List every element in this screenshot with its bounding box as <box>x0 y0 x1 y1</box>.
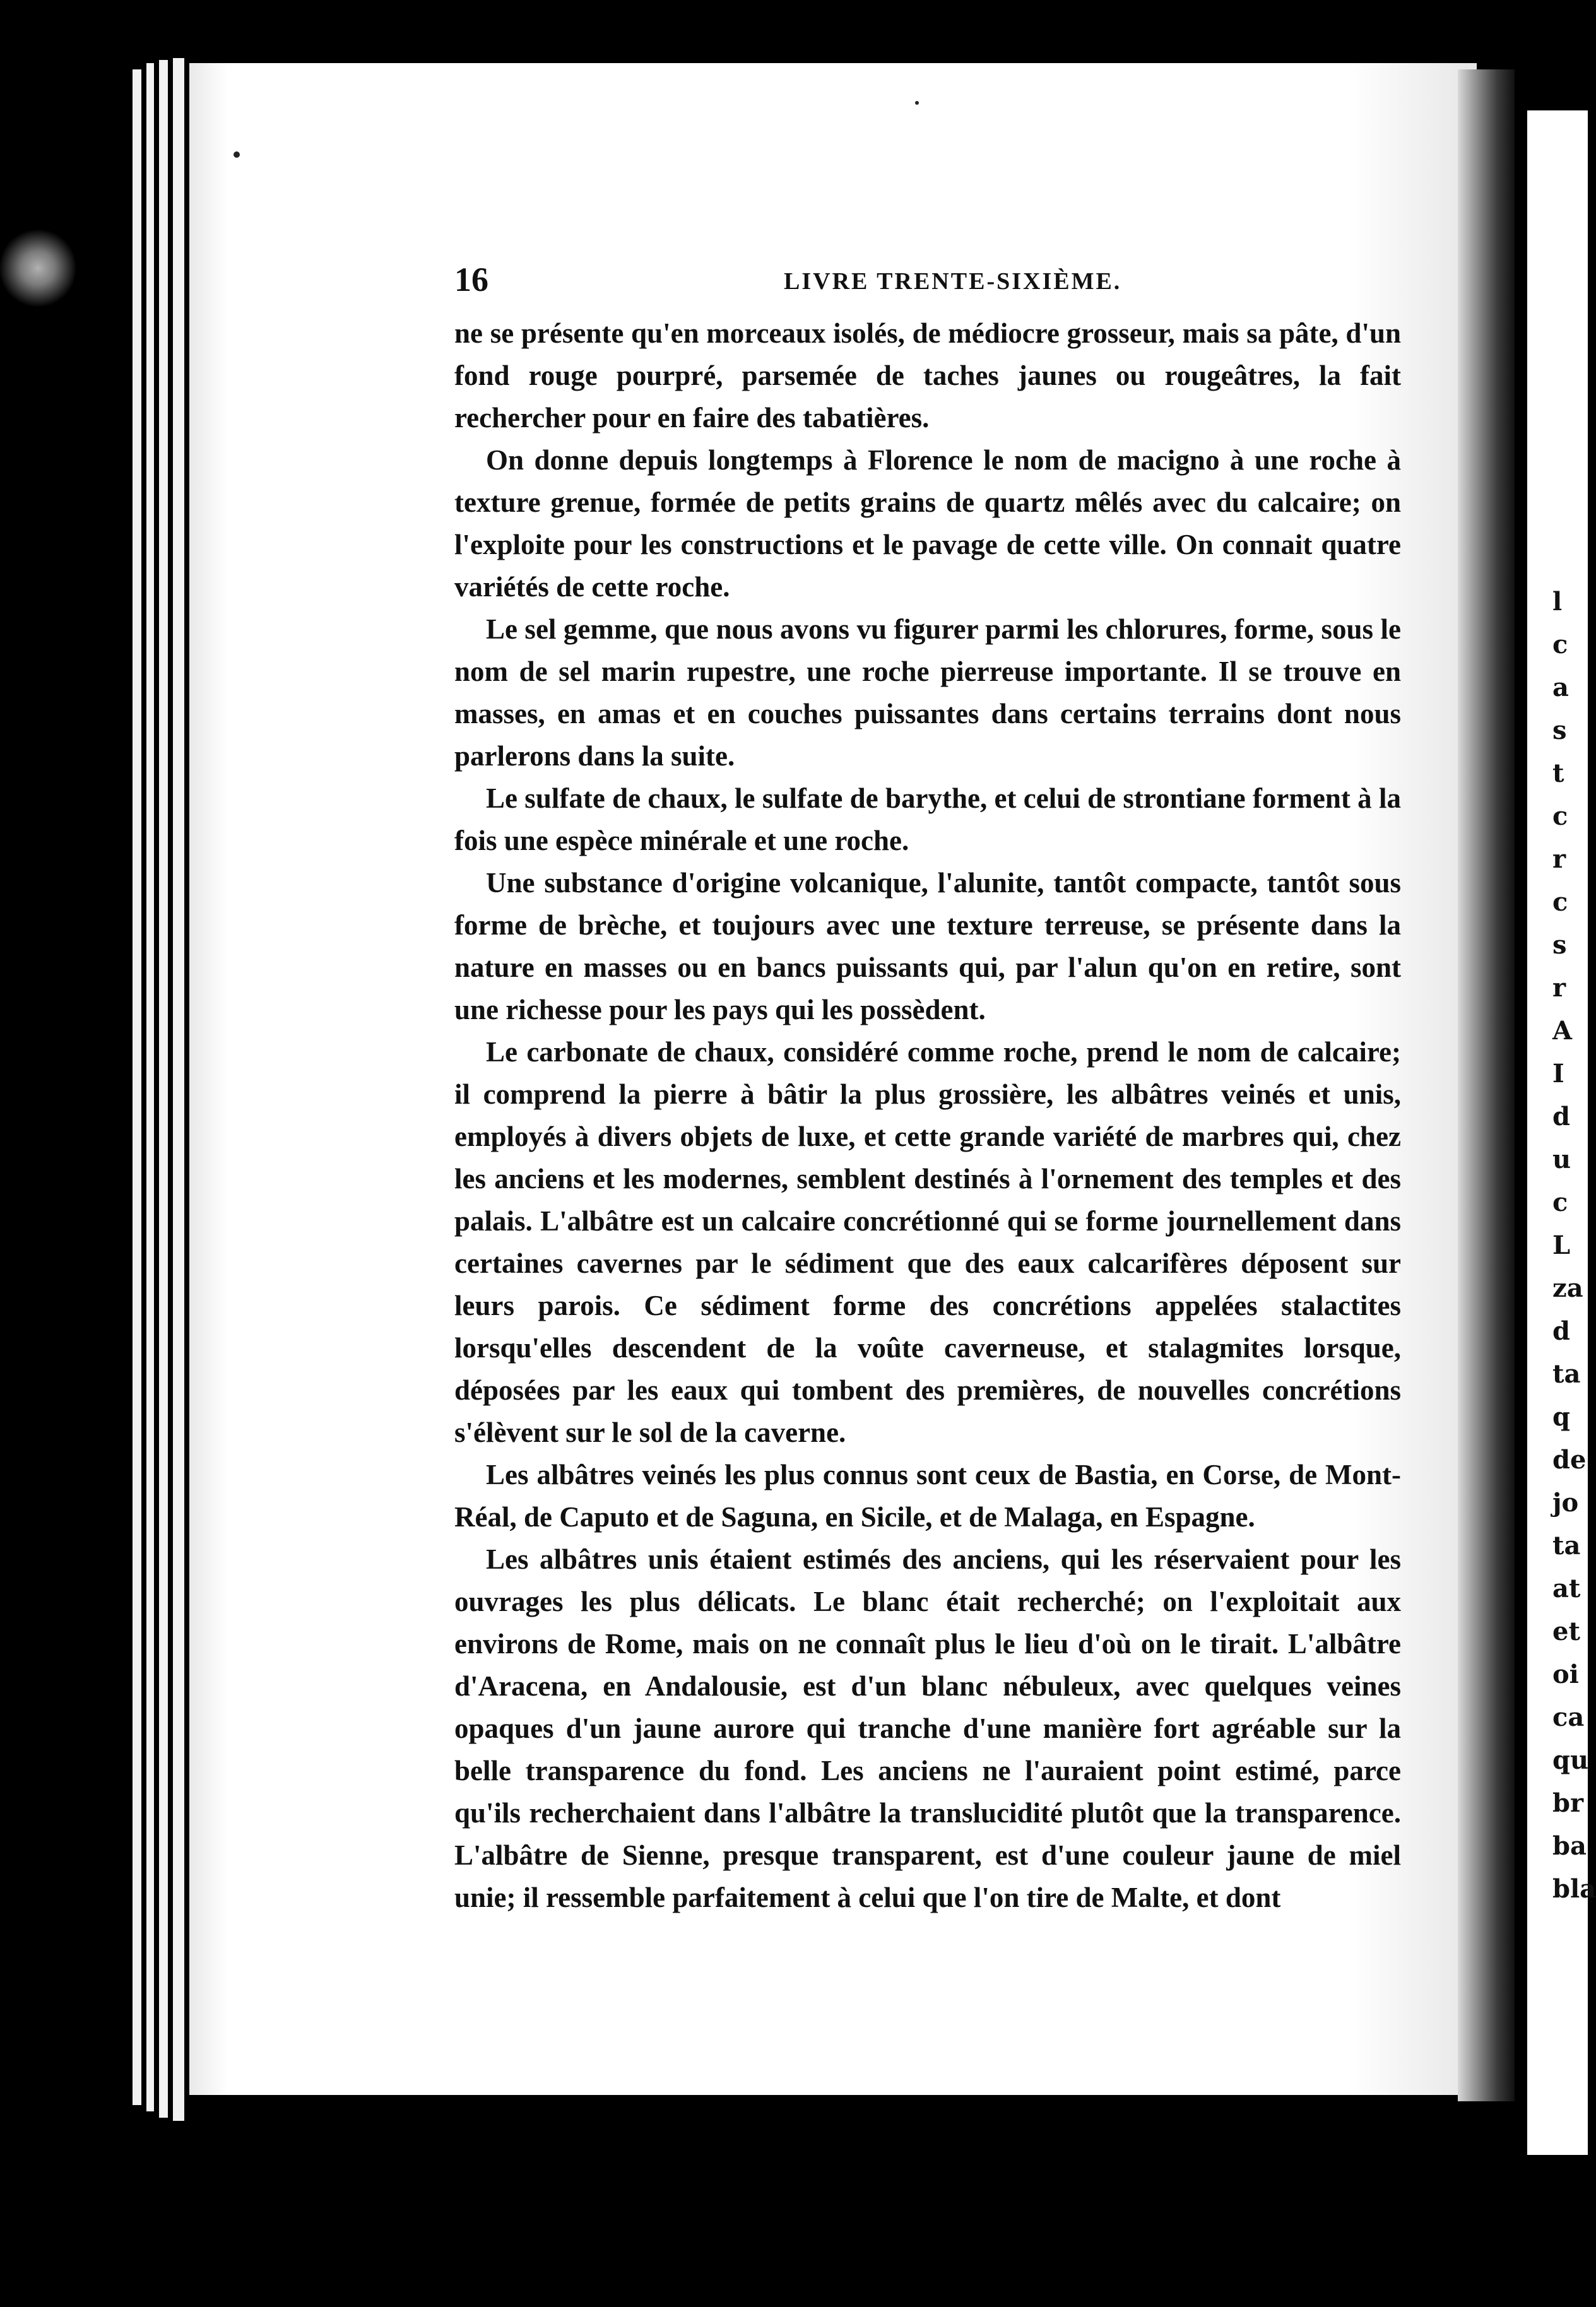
paragraph: Une substance d'origine volcanique, l'alunite, tantôt compacte, tantôt sous forme de brèche, et toujours avec une texture terreuse, se présente dans la nature en masses ou en bancs puissants qui, par l'alun qu'on en retire, sont une richesse pour les pays qui les possèdent. <box>454 867 1401 1025</box>
next-page-fragment: ta <box>1552 1531 1581 1561</box>
next-page-fragment: bla <box>1552 1874 1596 1904</box>
next-page-fragment: s <box>1552 930 1567 960</box>
paragraph: Le sulfate de chaux, le sulfate de barythe, et celui de strontiane forment à la fois une espèce minérale et une roche. <box>454 782 1401 856</box>
next-page-fragment: jo <box>1552 1488 1579 1518</box>
next-page-fragment: at <box>1552 1574 1581 1603</box>
next-page-fragment: c <box>1552 887 1568 917</box>
paragraph: Les albâtres veinés les plus connus sont ceux de Bastia, en Corse, de Mont-Réal, de Caputo et de Saguna, en Sicile, et de Malaga, en Espagne. <box>454 1459 1401 1533</box>
next-page-fragment: r <box>1552 973 1566 1003</box>
speck <box>233 151 240 158</box>
next-page-fragment: I <box>1552 1059 1564 1089</box>
next-page-fragment: de <box>1552 1445 1587 1475</box>
next-page-fragment: oi <box>1552 1660 1579 1689</box>
next-page-fragment: ba <box>1552 1831 1587 1861</box>
next-page-fragment: ca <box>1552 1702 1585 1732</box>
page-edge <box>159 60 168 2118</box>
next-page-fragment: c <box>1552 1188 1568 1217</box>
page-number: 16 <box>454 261 488 298</box>
page-edge <box>173 58 184 2121</box>
next-page-fragment: c <box>1552 801 1568 831</box>
page-edge <box>146 63 154 2111</box>
paragraph: Les albâtres unis étaient estimés des anciens, qui les réservaient pour les ouvrages les plus délicats. Le blanc était recherché; on l'exploitait aux environs de Rome, mais on ne connaît plus le lieu d'où on le tirait. L'albâtre d'Aracena, en Andalousie, est d'un blanc nébuleux, avec quelques veines opaques d'un jaune aurore qui tranche d'une manière fort agréable sur la belle transparence du fond. Les anciens ne l'auraient point estimé, parce qu'ils recherchaient dans l'albâtre la translucidité plutôt que la transparence. L'albâtre de Sienne, presque transparent, est d'une couleur jaune de miel unie; il ressemble parfaitement à celui que l'on tire de Malte, et dont <box>454 1543 1401 1913</box>
page-edge <box>133 69 141 2105</box>
next-page-fragment: za <box>1552 1273 1583 1303</box>
paragraph: On donne depuis longtemps à Florence le nom de macigno à une roche à texture grenue, formée de petits grains de quartz mêlés avec du calcaire; on l'exploite pour les constructions et le pavage de cette ville. On connait quatre variétés de cette roche. <box>454 444 1401 603</box>
speck <box>915 101 919 105</box>
next-page-fragment: c <box>1552 630 1568 659</box>
running-head: LIVRE TRENTE-SIXIÈME. <box>784 268 1122 295</box>
paragraph: Le sel gemme, que nous avons vu figurer parmi les chlorures, forme, sous le nom de sel marin rupestre, une roche pierreuse importante. Il se trouve en masses, en amas et en couches puissantes dans certains terrains dont nous parlerons dans la suite. <box>454 613 1401 772</box>
next-page-fragment: d <box>1552 1316 1570 1346</box>
facing-page-sliver <box>1527 110 1596 2155</box>
next-page-fragment: l <box>1552 587 1563 617</box>
next-page-fragment: ta <box>1552 1359 1581 1389</box>
page-header <box>454 260 1401 298</box>
next-page-fragment: s <box>1552 716 1567 745</box>
next-page-fragment: a <box>1552 673 1569 702</box>
next-page-fragment: br <box>1552 1788 1584 1818</box>
next-page-fragment: t <box>1552 758 1564 788</box>
book-gutter <box>1458 69 1515 2101</box>
paragraph: Le carbonate de chaux, considéré comme roche, prend le nom de calcaire; il comprend la pierre à bâtir la plus grossière, les albâtres veinés et unis, employés à divers objets de luxe, et cette grande variété de marbres qui, chez les anciens et les modernes, semblent destinés à l'ornement des temples et des palais. L'albâtre est un calcaire concrétionné qui se forme journellement dans certaines cavernes par le sédiment que des eaux calcarifères déposent sur leurs parois. Ce sédiment forme des concrétions appelées stalactites lorsqu'elles descendent de la voûte caverneuse, et stalagmites lorsque, déposées par les eaux qui tombent des premières, de nouvelles concrétions s'élèvent sur le sol de la caverne. <box>454 1036 1401 1448</box>
page-body <box>454 312 1401 1919</box>
next-page-fragment: q <box>1552 1402 1570 1432</box>
next-page-fragment: r <box>1552 844 1566 874</box>
next-page-fragment: u <box>1552 1145 1571 1174</box>
scan-smudge <box>0 227 76 309</box>
next-page-fragment: qu <box>1552 1745 1589 1775</box>
next-page-fragment: d <box>1552 1102 1570 1131</box>
paragraph: ne se présente qu'en morceaux isolés, de médiocre grosseur, mais sa pâte, d'un fond rouge pourpré, parsemée de taches jaunes ou rougeâtres, la fait rechercher pour en faire des tabatières. <box>454 317 1401 434</box>
next-page-fragment: A <box>1552 1016 1573 1046</box>
next-page-fragment: et <box>1552 1617 1580 1646</box>
next-page-fragment: L <box>1552 1230 1571 1260</box>
